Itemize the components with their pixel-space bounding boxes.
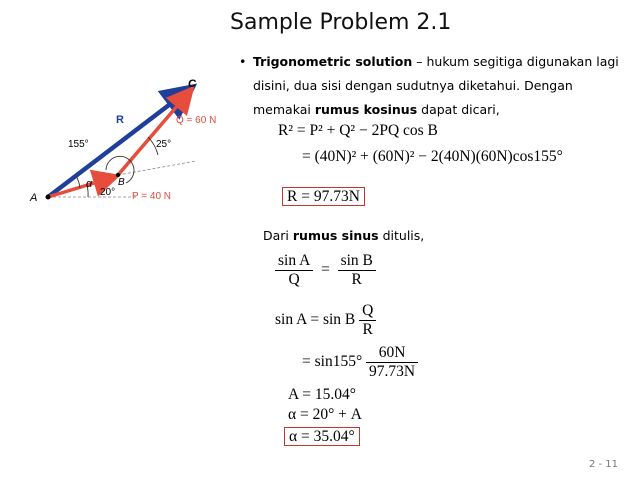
sine-eq3-left: = sin155°	[302, 353, 363, 371]
sine-equation-5: α = 20° + A	[288, 406, 362, 423]
sine-intro-text-2: ditulis,	[378, 228, 425, 243]
bold-term-cosine: rumus kosinus	[314, 102, 418, 117]
label-25: 25°	[156, 139, 172, 150]
ratio-rhs-num: sin B	[338, 252, 376, 271]
ratio-rhs-den: R	[351, 271, 362, 288]
vector-diagram	[28, 75, 243, 205]
cosine-equation-2: = (40N)² + (60N)² − 2(40N)(60N)cos155°	[302, 148, 563, 165]
sine-eq2-left: sin A = sin B	[275, 311, 356, 329]
sine-eq2-den: R	[362, 321, 373, 338]
sine-intro	[263, 228, 424, 243]
ratio-lhs-num: sin A	[275, 252, 313, 271]
label-20: 20°	[100, 187, 116, 198]
bullet-dot: •	[239, 54, 247, 69]
bold-term-sine: rumus sinus	[292, 228, 379, 243]
page-title: Sample Problem 2.1	[230, 10, 452, 35]
cosine-result	[282, 188, 365, 206]
sine-ratio: $\frac{\text{sin A}}{Q}$ = $\frac{\text{sin B}}{R}$	[275, 252, 376, 289]
bullet-text-1: – hukum segitiga digunakan lagi disini, dua sisi dengan sudutnya diketahui. Dengan memakai	[253, 54, 619, 117]
ratio-lhs-den: Q	[288, 271, 300, 288]
label-p: P = 40 N	[132, 191, 172, 202]
sine-eq2-num: Q	[359, 302, 376, 321]
label-alpha: α	[86, 178, 93, 190]
cosine-equation-1: R² = P² + Q² − 2PQ cos B	[278, 122, 438, 139]
sine-result-box: α = 35.04°	[284, 427, 360, 446]
label-b: B	[118, 177, 125, 188]
label-a: A	[30, 192, 38, 204]
label-155: 155°	[68, 139, 89, 150]
sine-intro-text-1: Dari	[263, 228, 293, 243]
cosine-result-box: R = 97.73N	[282, 187, 365, 206]
sine-result	[284, 428, 360, 446]
page-number: 2 - 11	[588, 459, 618, 470]
sine-equation-3	[302, 344, 418, 381]
bullet-paragraph	[239, 50, 625, 122]
bold-term-trig: Trigonometric solution	[253, 54, 413, 69]
bullet-text-2: dapat dicari,	[417, 102, 500, 117]
label-r: R	[116, 114, 124, 126]
sine-equation-4: A = 15.04°	[288, 386, 356, 403]
sine-eq3-num: 60N	[366, 344, 418, 363]
sine-equation-2	[275, 302, 376, 339]
label-q: Q = 60 N	[176, 115, 217, 126]
sine-eq3-den: 97.73N	[369, 363, 416, 380]
label-c: C	[188, 78, 196, 90]
